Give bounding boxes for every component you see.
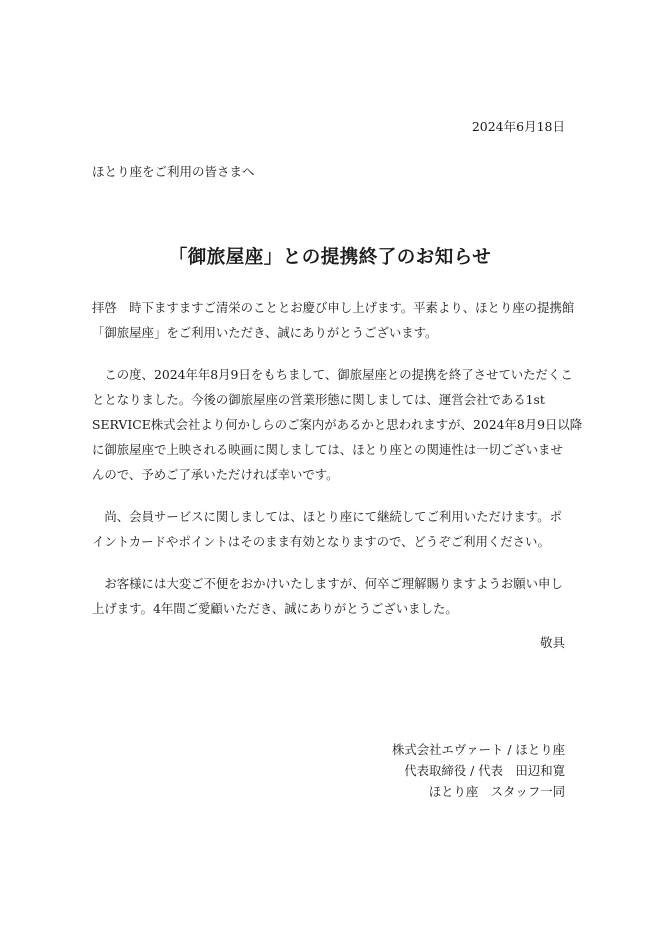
paragraph-line: イントカードやポイントはそのまま有効となりますので、どうぞご利用ください。 bbox=[92, 534, 550, 549]
signature-representative: 代表取締役 / 代表 田辺和寛 bbox=[404, 763, 565, 778]
paragraph-line: 尚、会員サービスに関しましては、ほとり座にて継続してご利用いただけます。ポ bbox=[92, 509, 562, 524]
document-title: 「御旅屋座」との提携終了のお知らせ bbox=[168, 247, 492, 268]
paragraph-line: SERVICE株式会社より何かしらのご案内があるかと思われますが、2024年8月9日以降 bbox=[92, 417, 583, 432]
paragraph-line: この度、2024年年8月9日をもちまして、御旅屋座との提携を終了させていただくこ bbox=[92, 367, 573, 382]
signature-staff: ほとり座 スタッフ一同 bbox=[428, 784, 565, 799]
paragraph-line: んので、予めご了承いただければ幸いです。 bbox=[92, 467, 339, 482]
paragraph-line: 拝啓 時下ますますご清栄のこととお慶び申し上げます。平素より、ほとり座の提携館 bbox=[92, 300, 575, 315]
closing-salutation: 敬具 bbox=[539, 635, 565, 650]
document-date: 2024年6月18日 bbox=[471, 119, 565, 134]
paragraph-announcement bbox=[92, 362, 583, 487]
paragraph-apology bbox=[92, 571, 567, 621]
paragraph-line: 上げます。4年間ご愛顧いただき、誠にありがとうございました。 bbox=[92, 601, 458, 616]
signature-company: 株式会社エヴァート / ほとり座 bbox=[391, 742, 565, 757]
signature-block bbox=[392, 739, 565, 802]
paragraph-membership bbox=[92, 504, 567, 554]
paragraph-line: に御旅屋座で上映される映画に関しましては、ほとり座との関連性は一切ございませ bbox=[92, 442, 563, 457]
paragraph-line: お客様には大変ご不便をおかけいたしますが、何卒ご理解賜りますようお願い申し bbox=[92, 576, 563, 591]
paragraph-line: 「御旅屋座」をご利用いただき、誠にありがとうございます。 bbox=[92, 325, 438, 340]
paragraph-line: ととなりました。今後の御旅屋座の営業形態に関しましては、運営会社である1st bbox=[92, 392, 545, 407]
paragraph-greeting bbox=[92, 295, 575, 345]
addressee: ほとり座をご利用の皆さまへ bbox=[92, 164, 255, 179]
document-body bbox=[92, 295, 583, 638]
